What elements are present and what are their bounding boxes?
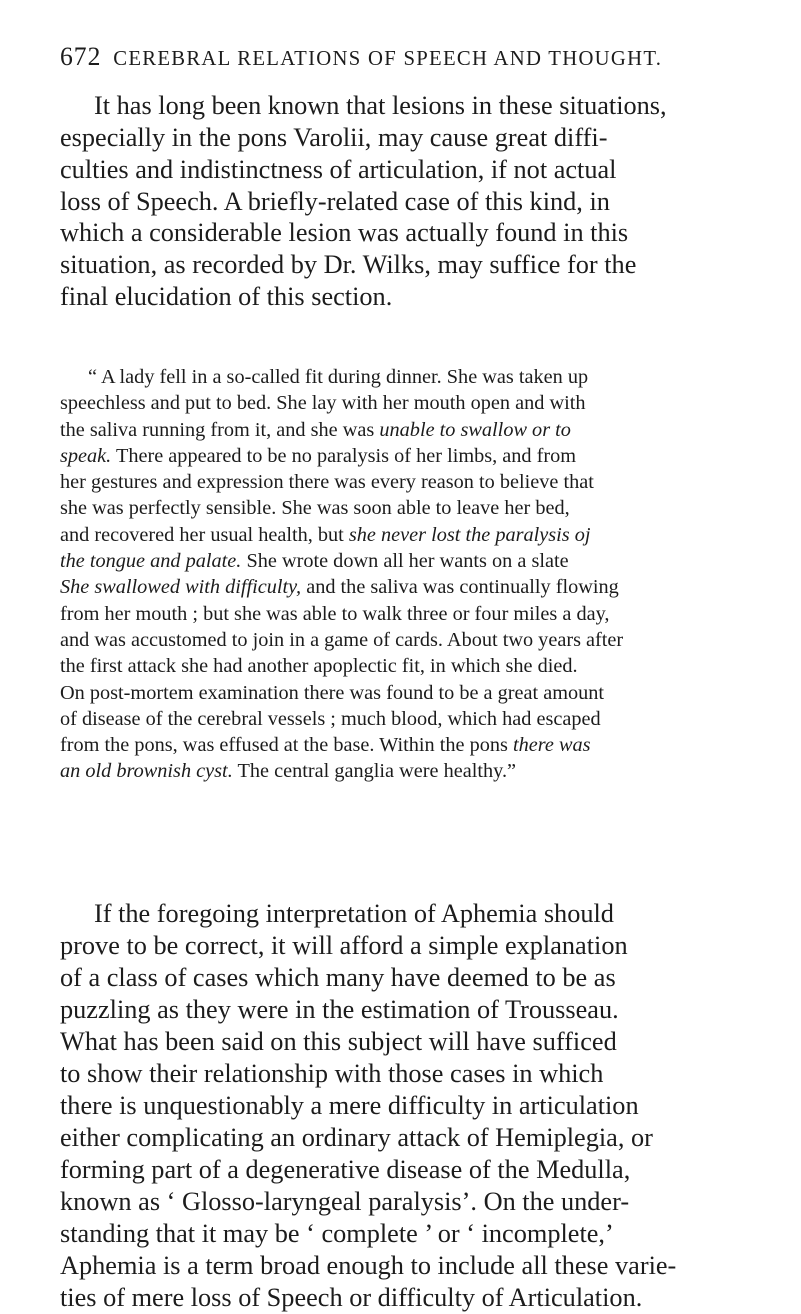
text-line: known as ‘ Glosso-laryngeal paralysis’. On the under- [60, 1187, 630, 1217]
text-line: loss of Speech. A briefly-related case of this kind, in [60, 186, 610, 216]
quote-text: from the pons, was effused at the base. Within the pons [60, 734, 513, 757]
text-line: final elucidation of this section. [60, 282, 393, 312]
text-line: especially in the pons Varolii, may cause great diffi- [60, 122, 608, 152]
quote-line [60, 522, 750, 548]
quote-line: On post-mortem examination there was found to be a great amount [60, 681, 605, 704]
quote-text: There appeared to be no paralysis of her limbs, and from [111, 444, 577, 467]
quote-line [60, 548, 750, 574]
quote-italic: she never lost the paralysis oj [348, 523, 591, 546]
text-line: puzzling as they were in the estimation of Trousseau. [60, 995, 619, 1025]
text-line: which a considerable lesion was actually found in this [60, 218, 629, 248]
quote-italic: unable to swallow or to [379, 418, 571, 441]
quote-italic: there was [512, 734, 591, 757]
quote-line: from her mouth ; but she was able to walk three or four miles a day, [60, 602, 610, 625]
quote-text: She wrote down all her wants on a slate [241, 550, 569, 573]
text-line: It has long been known that lesions in these situations, [94, 91, 667, 120]
running-head [60, 44, 750, 70]
quote-text: The central ganglia were healthy.” [232, 760, 517, 783]
quote-line [60, 732, 750, 758]
quote-line: of disease of the cerebral vessels ; much blood, which had escaped [60, 707, 601, 730]
quote-text: and recovered her usual health, but [60, 523, 349, 546]
quote-line: her gestures and expression there was every reason to believe that [60, 471, 594, 494]
page-number: 672 [60, 42, 102, 71]
text-line: culties and indistinctness of articulation, if not actual [60, 154, 617, 184]
quote-text: the saliva running from it, and she was [60, 418, 380, 441]
text-line: forming part of a degenerative disease of the Medulla, [60, 1155, 631, 1185]
text-line: either complicating an ordinary attack of Hemiplegia, or [60, 1123, 653, 1153]
quote-line: the first attack she had another apoplectic fit, in which she died. [60, 655, 578, 678]
text-line: to show their relationship with those cases in which [60, 1059, 604, 1089]
quote-line [60, 574, 750, 600]
quote-line: she was perfectly sensible. She was soon able to leave her bed, [60, 497, 570, 520]
text-line: of a class of cases which many have deemed to be as [60, 963, 616, 993]
quote-line [60, 417, 750, 443]
quote-italic: speak. [60, 444, 112, 467]
text-line: ties of mere loss of Speech or difficulty of Articulation. [60, 1283, 643, 1313]
text-line: standing that it may be ‘ complete ’ or ‘ incomplete,’ [60, 1219, 614, 1249]
text-line: prove to be correct, it will afford a simple explanation [60, 931, 628, 961]
quote-line: and was accustomed to join in a game of cards. About two years after [60, 628, 624, 651]
quote-italic: an old brownish cyst. [60, 760, 233, 783]
case-quotation [60, 364, 750, 785]
text-line: situation, as recorded by Dr. Wilks, may suffice for the [60, 250, 637, 280]
quote-italic: She swallowed with difficulty, [60, 576, 302, 599]
quote-line: speechless and put to bed. She lay with her mouth open and with [60, 392, 586, 415]
text-line: there is unquestionably a mere difficulty in articulation [60, 1091, 639, 1121]
quote-line [60, 443, 750, 469]
quote-text: and the saliva was continually flowing [301, 576, 619, 599]
quote-line [60, 758, 750, 784]
text-line: Aphemia is a term broad enough to include all these varie- [60, 1251, 677, 1281]
text-line: What has been said on this subject will have sufficed [60, 1027, 617, 1057]
running-title: CEREBRAL RELATIONS OF SPEECH AND THOUGHT. [113, 46, 663, 70]
quote-line: “ A lady fell in a so-called fit during dinner. She was taken up [88, 366, 589, 388]
paragraph-intro [60, 90, 750, 313]
quote-italic: the tongue and palate. [60, 550, 242, 573]
text-line: If the foregoing interpretation of Aphemia should [94, 899, 614, 928]
paragraph-conclusion [60, 898, 750, 1314]
